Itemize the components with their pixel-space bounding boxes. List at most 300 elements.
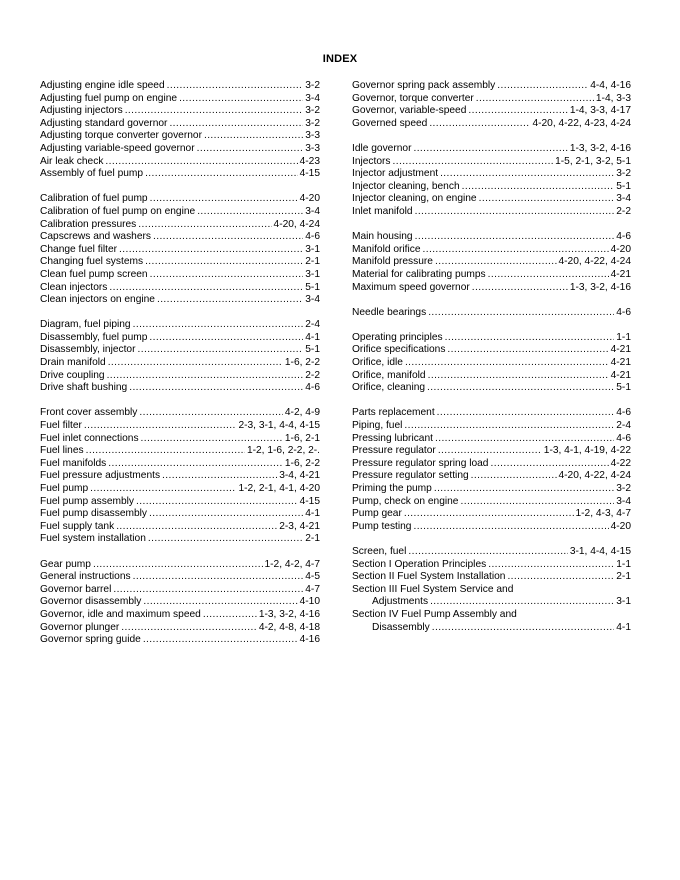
index-entry (40, 294, 320, 307)
index-page-refs: 2-1 (305, 533, 320, 545)
index-term: Front cover assembly (40, 407, 138, 419)
index-page-refs: 4-5 (305, 571, 320, 583)
index-term: Adjusting engine idle speed (40, 80, 165, 91)
index-term: Piping, fuel (352, 420, 403, 432)
dot-leader (437, 407, 615, 420)
index-term: Pressure regulator spring load (352, 457, 489, 469)
index-term: Fuel inlet connections (40, 432, 139, 444)
index-entry (40, 118, 320, 131)
index-entry (40, 206, 320, 219)
index-page-refs: 5-1 (616, 382, 631, 394)
index-term: Pressing lubricant (352, 432, 433, 444)
index-term: Operating principles (352, 331, 443, 343)
index-page-refs: 3-2 (305, 117, 320, 129)
index-entry (40, 496, 320, 509)
dot-leader (445, 332, 615, 345)
index-term: Disassembly, fuel pump (40, 331, 148, 343)
index-page-refs: 4-16 (299, 634, 320, 646)
index-term: Orifice, cleaning (352, 382, 426, 394)
dot-leader (150, 193, 298, 206)
index-entry (352, 231, 631, 244)
index-entry (352, 470, 631, 483)
index-entry (40, 609, 320, 622)
dot-leader (105, 156, 297, 169)
index-entry (352, 344, 631, 357)
index-page-refs: 4-21 (610, 369, 631, 381)
index-entry (40, 105, 320, 118)
index-term: Fuel pressure adjustments (40, 470, 161, 482)
dot-leader (488, 269, 609, 282)
dot-leader (145, 256, 303, 269)
index-term: Clean fuel pump screen (40, 268, 148, 280)
index-entry (40, 382, 320, 395)
index-group (40, 407, 320, 546)
index-page-refs: 1-2, 1-6, 2-2, 2-. (246, 445, 320, 457)
index-entry (40, 559, 320, 572)
index-page-refs: 4-6 (616, 231, 631, 243)
dot-leader (93, 559, 263, 572)
index-entry (352, 496, 631, 509)
index-page-refs: 1-6, 2-2 (284, 457, 320, 469)
index-group (352, 307, 631, 320)
index-page-refs: 4-1 (305, 331, 320, 343)
index-term: Inlet manifold (352, 205, 413, 217)
index-entry (352, 332, 631, 345)
index-entry (40, 193, 320, 206)
dot-leader (84, 420, 237, 433)
dot-leader (157, 294, 303, 307)
dot-leader (429, 118, 530, 131)
dot-leader (415, 206, 615, 219)
index-page-refs: 3-1 (305, 243, 320, 255)
dot-leader (197, 206, 303, 219)
dot-leader (121, 622, 257, 635)
dot-leader (108, 357, 283, 370)
index-term: Adjusting standard governor (40, 117, 168, 129)
index-term: Drive shaft bushing (40, 382, 128, 394)
dot-leader (447, 344, 608, 357)
index-term: Screen, fuel (352, 545, 407, 557)
index-page-refs: 4-6 (616, 432, 631, 444)
index-page-refs: 2-3, 3-1, 4-4, 4-15 (238, 420, 320, 432)
index-page-refs: 3-2 (305, 80, 320, 91)
dot-leader (138, 219, 271, 232)
index-group (40, 80, 320, 181)
dot-leader (138, 344, 304, 357)
index-entry (40, 634, 320, 647)
index-group (40, 559, 320, 647)
index-entry (40, 80, 320, 93)
index-entry (352, 168, 631, 181)
index-term: Fuel lines (40, 445, 84, 457)
index-term: Orifice, manifold (352, 369, 426, 381)
index-term: Fuel pump disassembly (40, 508, 148, 520)
dot-leader (169, 118, 303, 131)
dot-leader (107, 370, 304, 383)
dot-leader (90, 483, 236, 496)
dot-leader (415, 231, 615, 244)
index-page-refs: 4-20 (610, 520, 631, 532)
index-term: Parts replacement (352, 407, 435, 419)
index-page-refs: 1-3, 3-2, 4-16 (569, 142, 631, 154)
index-entry (352, 433, 631, 446)
index-page-refs: 3-2 (616, 168, 631, 180)
index-page-refs: 4-20, 4-24 (273, 218, 320, 230)
index-term: Injector adjustment (352, 168, 439, 180)
index-page-refs: 4-21 (610, 344, 631, 356)
index-term: Governor spring pack assembly (352, 80, 496, 91)
index-entry (40, 244, 320, 257)
index-entry (352, 206, 631, 219)
dot-leader (413, 521, 608, 534)
index-page-refs: 4-6 (616, 407, 631, 419)
index-group (352, 546, 631, 634)
index-entry (40, 458, 320, 471)
dot-leader (136, 496, 298, 509)
index-page-refs: 1-1 (616, 331, 631, 343)
index-term: Fuel manifolds (40, 457, 107, 469)
index-entry (40, 93, 320, 106)
dot-leader (507, 571, 614, 584)
index-entry (352, 156, 631, 169)
index-group (352, 332, 631, 395)
index-term: Capscrews and washers (40, 231, 151, 243)
dot-leader (149, 332, 303, 345)
index-term: Change fuel filter (40, 243, 118, 255)
dot-leader (479, 193, 615, 206)
index-term: Manifold pressure (352, 256, 433, 268)
index-entry (352, 546, 631, 559)
index-page-refs: 4-15 (299, 495, 320, 507)
index-entry (40, 332, 320, 345)
index-term: Governor spring guide (40, 634, 141, 646)
index-page-refs: 1-2, 4-2, 4-7 (264, 558, 320, 570)
dot-leader (148, 533, 303, 546)
index-term: Orifice specifications (352, 344, 446, 356)
index-page-refs: 1-6, 2-2 (284, 357, 320, 369)
index-term: Fuel system installation (40, 533, 146, 545)
index-term: Adjustments (372, 596, 429, 608)
index-page-refs: 3-1 (616, 596, 631, 608)
index-entry (40, 344, 320, 357)
index-entry (352, 609, 631, 622)
index-term: Changing fuel systems (40, 256, 144, 268)
index-term: Needle bearings (352, 306, 427, 318)
dot-leader (462, 181, 615, 194)
index-term: Idle governor (352, 142, 412, 154)
dot-leader (203, 609, 257, 622)
index-page-refs: 4-6 (305, 231, 320, 243)
index-term: Pressure regulator setting (352, 470, 469, 482)
dot-leader (204, 130, 303, 143)
index-term: Governed speed (352, 117, 428, 129)
index-page-refs: 4-22 (610, 457, 631, 469)
index-term: Clean injectors on engine (40, 294, 155, 306)
index-page-refs: 1-1 (616, 558, 631, 570)
index-page-refs: 3-2 (616, 483, 631, 494)
index-page-refs: 1-2, 4-3, 4-7 (575, 508, 631, 520)
index-page-refs: 4-6 (616, 306, 631, 318)
dot-leader (476, 93, 594, 106)
index-entry (352, 458, 631, 471)
dot-leader (393, 156, 554, 169)
index-page-refs: 3-4 (616, 495, 631, 507)
index-entry (352, 93, 631, 106)
dot-leader (179, 93, 303, 106)
index-page-refs: 2-2 (305, 369, 320, 381)
index-term: Disassembly, injector (40, 344, 136, 356)
index-page-refs: 2-3, 4-21 (279, 520, 320, 532)
index-entry (40, 319, 320, 332)
index-page-refs: 3-4, 4-21 (279, 470, 320, 482)
index-entry (352, 143, 631, 156)
dot-leader (490, 458, 608, 471)
index-entry (352, 244, 631, 257)
index-entry (40, 407, 320, 420)
index-page-refs: 3-1, 4-4, 4-15 (569, 545, 631, 557)
index-entry (40, 470, 320, 483)
index-page-refs: 1-3, 4-1, 4-19, 4-22 (543, 445, 631, 457)
index-entry (40, 571, 320, 584)
index-page-refs: 4-21 (610, 357, 631, 369)
index-page-refs: 1-4, 3-3 (595, 92, 631, 104)
index-term: Gear pump (40, 558, 91, 570)
index-entry (352, 382, 631, 395)
index-entry (352, 181, 631, 194)
index-page-refs: 3-3 (305, 142, 320, 154)
index-entry (352, 559, 631, 572)
index-term: Section I Operation Principles (352, 558, 487, 570)
dot-leader (116, 521, 277, 534)
index-page-refs: 1-4, 3-3, 4-17 (569, 105, 631, 117)
index-term: Injectors (352, 155, 391, 167)
index-term: Pressure regulator (352, 445, 436, 457)
index-term: Governor disassembly (40, 596, 142, 608)
dot-leader (129, 382, 303, 395)
index-page-refs: 1-3, 3-2, 4-16 (569, 281, 631, 293)
index-term: Governor, variable-speed (352, 105, 467, 117)
index-entry (40, 596, 320, 609)
dot-leader (162, 470, 277, 483)
index-column-left (40, 80, 320, 659)
dot-leader (404, 420, 614, 433)
index-term: Maximum speed governor (352, 281, 470, 293)
index-term: Drive coupling (40, 369, 105, 381)
index-page-refs: 4-20, 4-22, 4-23, 4-24 (532, 117, 631, 129)
dot-leader (472, 282, 568, 295)
index-entry (40, 420, 320, 433)
index-page-refs: 2-4 (305, 319, 320, 331)
index-term: Calibration of fuel pump (40, 193, 148, 205)
index-term: Orifice, idle (352, 357, 403, 369)
index-page-refs: 3-4 (305, 92, 320, 104)
index-entry (40, 168, 320, 181)
index-column-right (352, 80, 631, 647)
index-entry (40, 584, 320, 597)
dot-leader (408, 546, 567, 559)
index-entry (40, 231, 320, 244)
dot-leader (430, 596, 614, 609)
index-entry (40, 521, 320, 534)
dot-leader (113, 584, 303, 597)
index-term: Drain manifold (40, 357, 106, 369)
index-page-refs: 3-4 (305, 205, 320, 217)
index-term: Section II Fuel System Installation (352, 571, 506, 583)
index-term: Adjusting variable-speed governor (40, 142, 195, 154)
dot-leader (440, 168, 614, 181)
index-page-refs: 3-1 (305, 268, 320, 280)
dot-leader (150, 269, 304, 282)
dot-leader (432, 622, 615, 635)
index-term: Section IV Fuel Pump Assembly and (352, 608, 517, 620)
index-page-refs: 4-20 (610, 243, 631, 255)
index-term: Adjusting injectors (40, 105, 123, 117)
dot-leader (435, 433, 614, 446)
dot-leader (488, 559, 614, 572)
dot-leader (143, 634, 298, 647)
index-entry (40, 156, 320, 169)
dot-leader (413, 143, 567, 156)
index-entry (40, 622, 320, 635)
index-term: Governor, idle and maximum speed (40, 608, 201, 620)
index-term: Governor barrel (40, 583, 112, 595)
index-page-refs: 3-3 (305, 130, 320, 142)
index-term: Governor plunger (40, 621, 120, 633)
index-term: Adjusting torque converter governor (40, 130, 202, 142)
index-term: Fuel pump (40, 483, 89, 494)
index-term: Pump gear (352, 508, 402, 520)
index-entry (352, 571, 631, 584)
dot-leader (108, 458, 283, 471)
index-group (352, 231, 631, 294)
dot-leader (143, 596, 297, 609)
index-entry (40, 219, 320, 232)
index-page-refs: 5-1 (305, 281, 320, 293)
dot-leader (125, 105, 304, 118)
index-group (352, 407, 631, 533)
index-page-refs: 5-1 (305, 344, 320, 356)
index-page-refs: 4-1 (305, 508, 320, 520)
index-entry (40, 445, 320, 458)
index-page-refs: 2-1 (616, 571, 631, 583)
index-page-refs: 4-6 (305, 382, 320, 394)
dot-leader (404, 508, 574, 521)
index-term: Diagram, fuel piping (40, 319, 131, 331)
index-term: Priming the pump (352, 483, 432, 494)
index-entry (352, 193, 631, 206)
index-entry (40, 269, 320, 282)
index-entry (352, 282, 631, 295)
index-entry (40, 370, 320, 383)
index-page-refs: 4-2, 4-8, 4-18 (258, 621, 320, 633)
index-entry (40, 143, 320, 156)
index-entry (40, 508, 320, 521)
dot-leader (428, 370, 609, 383)
index-term: Disassembly (372, 621, 430, 633)
index-page-refs: 3-4 (616, 193, 631, 205)
index-term: Calibration of fuel pump on engine (40, 205, 196, 217)
dot-leader (434, 483, 614, 496)
index-entry (40, 483, 320, 496)
index-group (40, 193, 320, 306)
dot-leader (133, 319, 304, 332)
index-page-refs: 2-4 (616, 420, 631, 432)
dot-leader (427, 382, 614, 395)
index-page-refs: 4-1 (616, 621, 631, 633)
index-term: Injector cleaning, on engine (352, 193, 477, 205)
index-term: Adjusting fuel pump on engine (40, 92, 178, 104)
index-entry (352, 118, 631, 131)
dot-leader (145, 168, 298, 181)
index-page-refs: 4-20 (299, 193, 320, 205)
index-entry (40, 256, 320, 269)
index-page-refs: 4-2, 4-9 (284, 407, 320, 419)
index-term: Fuel pump assembly (40, 495, 134, 507)
index-page-refs: 4-15 (299, 168, 320, 180)
index-term: Air leak check (40, 155, 104, 167)
index-term: Calibration pressures (40, 218, 137, 230)
index-page-refs: 4-4, 4-16 (590, 80, 631, 91)
index-entry (40, 357, 320, 370)
index-term: Fuel supply tank (40, 520, 115, 532)
dot-leader (405, 357, 609, 370)
index-term: Pump, check on engine (352, 495, 459, 507)
index-page-refs: 1-5, 2-1, 3-2, 5-1 (555, 155, 631, 167)
index-page-refs: 4-7 (305, 583, 320, 595)
index-term: Injector cleaning, bench (352, 180, 460, 192)
dot-leader (428, 307, 614, 320)
index-term: Manifold orifice (352, 243, 421, 255)
dot-leader (153, 231, 303, 244)
index-page-refs: 1-3, 3-2, 4-16 (258, 608, 320, 620)
dot-leader (197, 143, 304, 156)
index-entry (352, 357, 631, 370)
dot-leader (86, 445, 245, 458)
page-title: INDEX (322, 53, 358, 65)
index-page-refs: 4-20, 4-22, 4-24 (558, 256, 631, 268)
index-entry (352, 508, 631, 521)
index-entry (352, 269, 631, 282)
index-page-refs: 2-1 (305, 256, 320, 268)
index-page-refs: 4-21 (610, 268, 631, 280)
index-page-refs: 4-23 (299, 155, 320, 167)
index-term: Clean injectors (40, 281, 108, 293)
index-entry (352, 483, 631, 496)
index-term: Governor, torque converter (352, 92, 474, 104)
index-entry (352, 622, 631, 635)
index-page-refs: 1-2, 2-1, 4-1, 4-20 (238, 483, 320, 494)
index-group (40, 319, 320, 395)
dot-leader (468, 105, 567, 118)
index-term: Main housing (352, 231, 413, 243)
index-term: General instructions (40, 571, 131, 583)
index-entry (352, 407, 631, 420)
dot-leader (423, 244, 609, 257)
dot-leader (133, 571, 304, 584)
index-page-refs: 1-6, 2-1 (284, 432, 320, 444)
index-page-refs: 2-2 (616, 205, 631, 217)
dot-leader (471, 470, 557, 483)
index-term: Assembly of fuel pump (40, 168, 144, 180)
dot-leader (497, 80, 588, 93)
dot-leader (435, 256, 557, 269)
dot-leader (149, 508, 303, 521)
index-entry (352, 584, 631, 597)
index-entry (352, 596, 631, 609)
dot-leader (139, 407, 283, 420)
index-page-refs: 3-4 (305, 294, 320, 306)
dot-leader (119, 244, 303, 257)
